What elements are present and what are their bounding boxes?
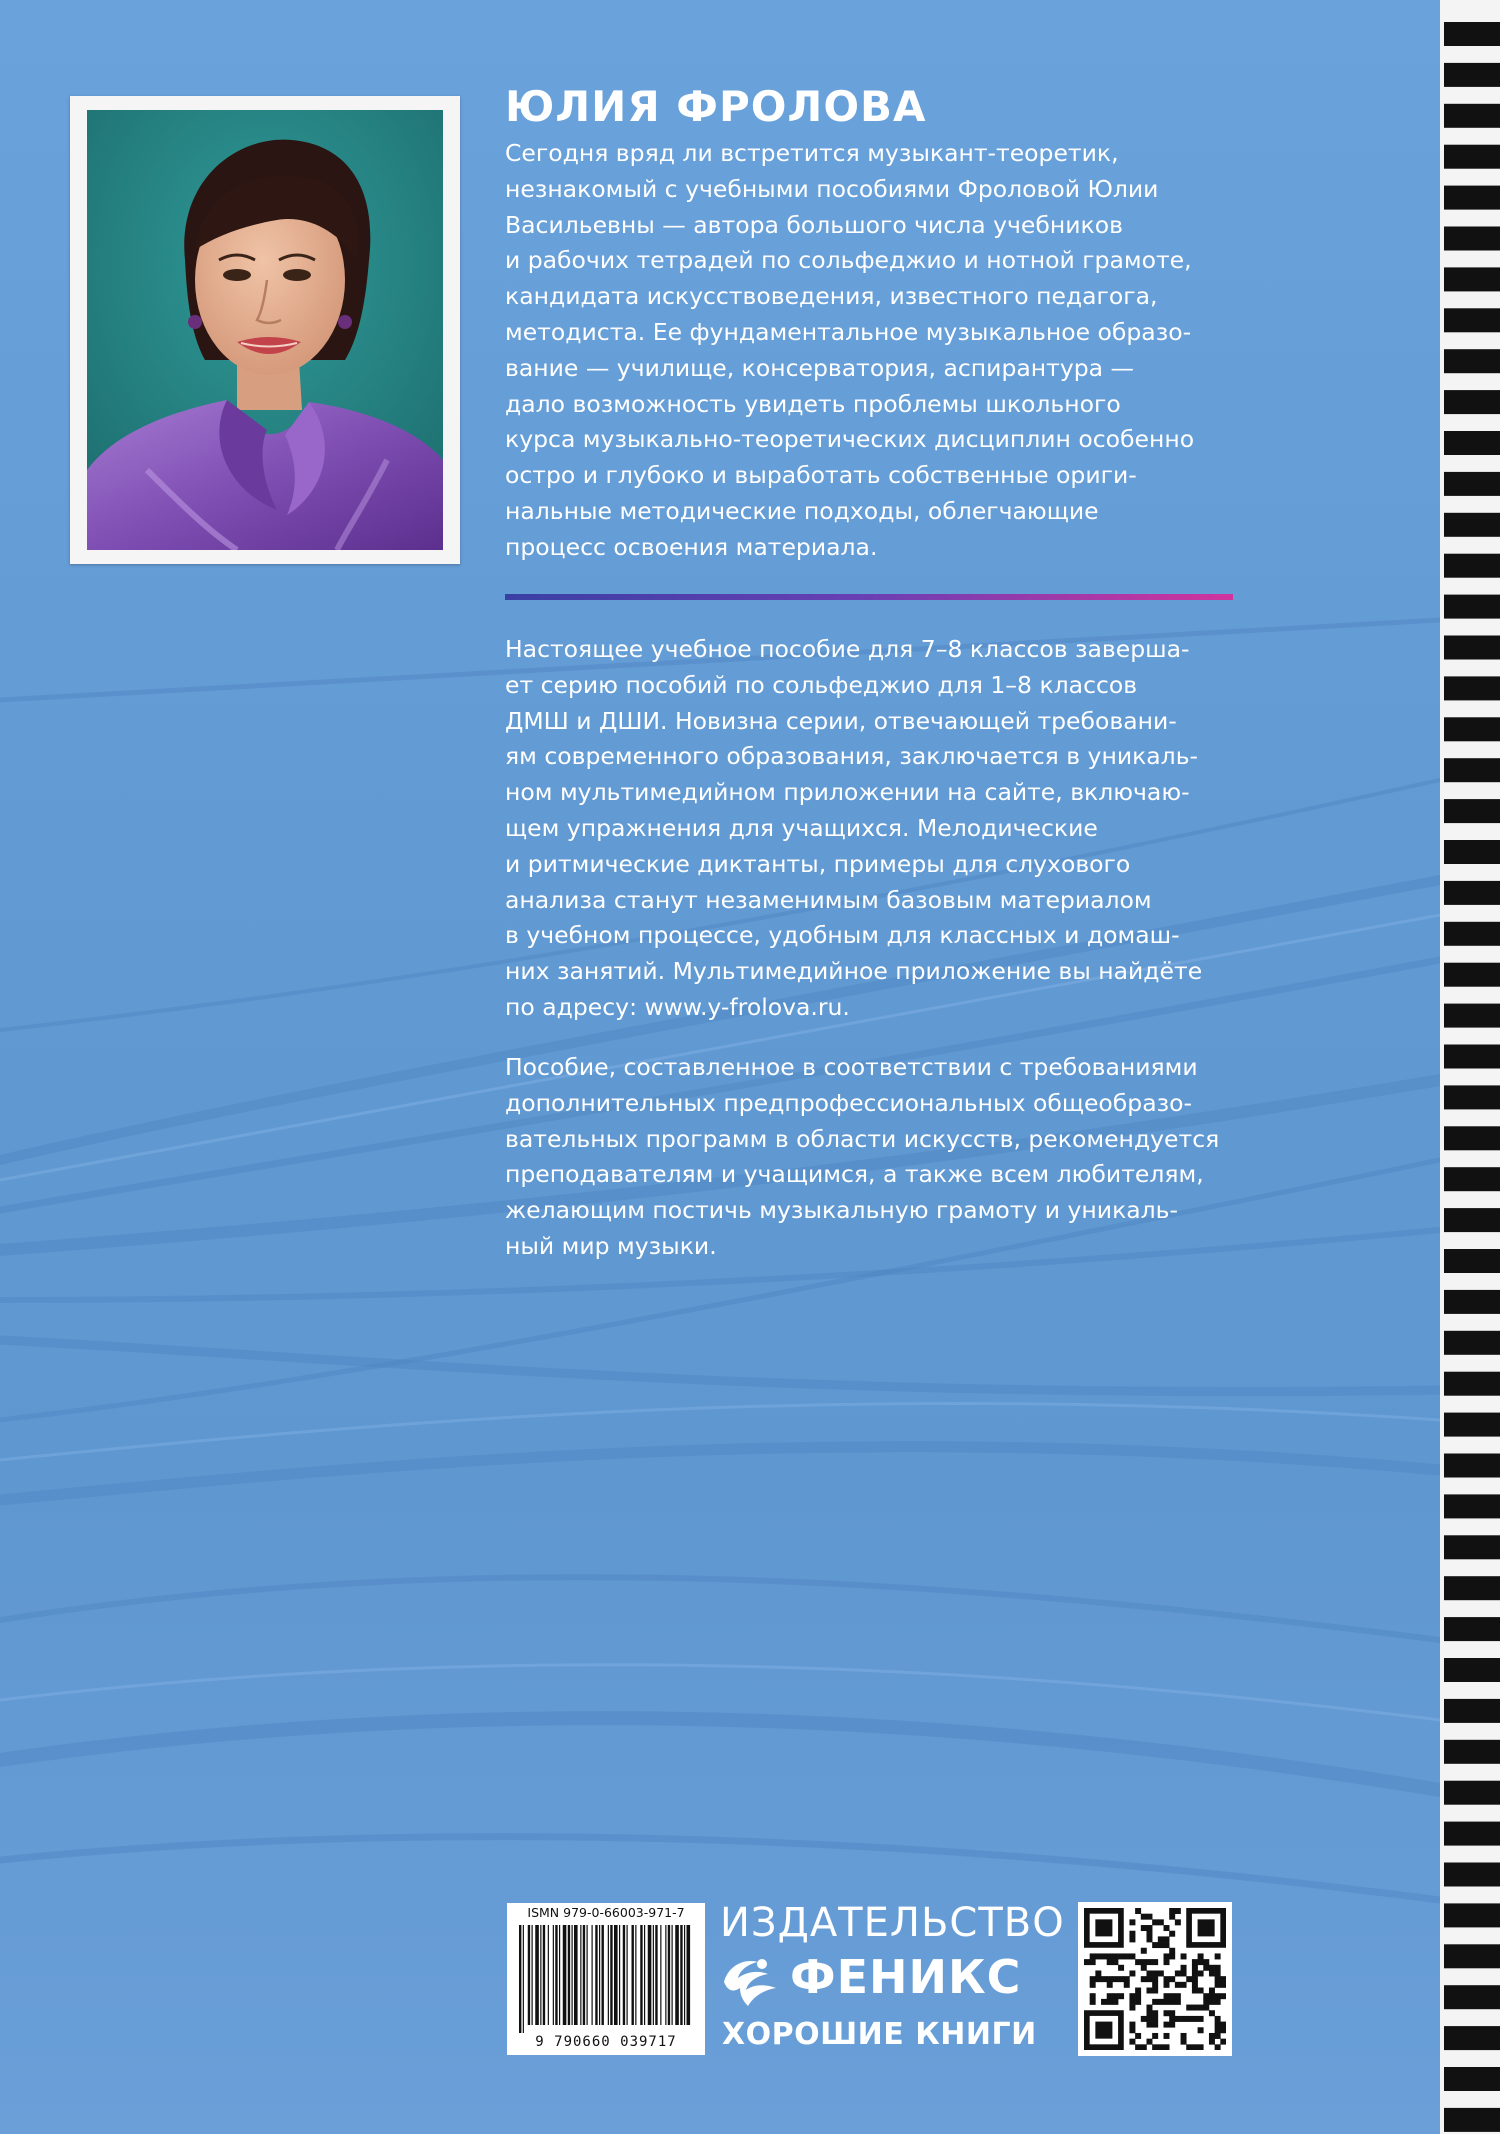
description-line: ет серию пособий по сольфеджио для 1–8 классов: [505, 670, 1138, 699]
piano-keys-strip: [1440, 0, 1500, 2134]
barcode-box: [507, 1903, 705, 2055]
author-bio: [505, 136, 1245, 566]
bio-line: дало возможность увидеть проблемы школьного: [505, 389, 1121, 418]
bio-line: курса музыкально-теоретических дисциплин особенно: [505, 425, 1195, 454]
gradient-divider: [505, 594, 1233, 600]
bio-line: вание — училище, консерватория, аспирантура —: [505, 353, 1135, 382]
description-line: и ритмические диктанты, примеры для слухового: [505, 849, 1131, 878]
description-line: вательных программ в области искусств, рекомендуется: [505, 1124, 1220, 1153]
description-paragraph-2: [505, 1050, 1245, 1265]
description-line: Настоящее учебное пособие для 7–8 классов заверша-: [505, 635, 1190, 663]
description-line: желающим постичь музыкальную грамоту и уникаль-: [505, 1196, 1179, 1225]
description-line: Пособие, составленное в соответствии с требованиями: [505, 1053, 1198, 1081]
description-line: анализа станут незаменимым базовым материалом: [505, 885, 1152, 914]
description-line: ный мир музыки.: [505, 1231, 717, 1260]
author-name: ЮЛИЯ ФРОЛОВА: [505, 82, 927, 131]
phoenix-logo-icon: [718, 1952, 782, 2008]
barcode-digits: 9 790660 039717: [535, 2034, 677, 2050]
piano-keys-icon: [1440, 0, 1500, 2134]
bio-line: нальные методические подходы, облегчающие: [505, 496, 1099, 525]
isbn-label: ISMN 979-0-66003-971-7: [527, 1905, 685, 1920]
description-line: в учебном процессе, удобным для классных и домаш-: [505, 921, 1180, 950]
description-line: дополнительных предпрофессиональных общеобразо-: [505, 1088, 1192, 1117]
barcode-icon: [519, 1925, 693, 2033]
bio-line: остро и глубоко и выработать собственные ориги-: [505, 461, 1137, 490]
description-line: ям современного образования, заключается в уникаль-: [505, 742, 1199, 771]
bio-line: и рабочих тетрадей по сольфеджио и нотной грамоте,: [505, 246, 1192, 275]
bio-line: процесс освоения материала.: [505, 532, 878, 561]
bio-line: незнакомый с учебными пособиями Фроловой Юлии: [505, 174, 1159, 203]
bio-line: Васильевны — автора большого числа учебников: [505, 210, 1123, 239]
description-line: ном мультимедийном приложении на сайте, включаю-: [505, 778, 1190, 807]
description-line: преподавателям и учащимся, а также всем любителям,: [505, 1160, 1204, 1189]
qr-code-box[interactable]: [1078, 1902, 1232, 2056]
description-line: них занятий. Мультимедийное приложение вы найдёте: [505, 957, 1203, 986]
description-line: по адресу: www.y-frolova.ru.: [505, 992, 850, 1021]
publisher-slogan: ХОРОШИЕ КНИГИ: [722, 2017, 1037, 2052]
description-line: ДМШ и ДШИ. Новизна серии, отвечающей требовани-: [505, 706, 1177, 735]
description-paragraph-1: [505, 632, 1245, 1026]
qr-code-icon[interactable]: [1084, 1908, 1226, 2050]
author-photo: [87, 110, 443, 550]
bio-line: кандидата искусствоведения, известного педагога,: [505, 282, 1158, 311]
bio-line: методиста. Ее фундаментальное музыкальное образо-: [505, 317, 1192, 346]
description-line: щем упражнения для учащихся. Мелодические: [505, 813, 1098, 842]
bio-line: Сегодня вряд ли встретится музыкант-теоретик,: [505, 139, 1119, 167]
author-photo-frame: [70, 96, 460, 564]
publisher-prefix: ИЗДАТЕЛЬСТВО: [720, 1900, 1065, 1946]
publisher-name: ФЕНИКС: [790, 1950, 1022, 2004]
